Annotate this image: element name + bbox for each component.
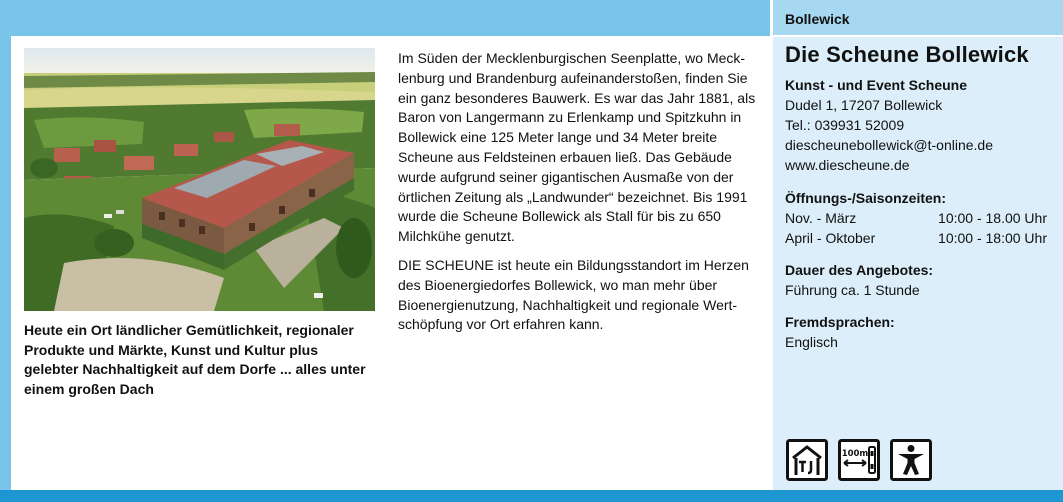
languages-heading: Fremdsprachen: xyxy=(785,314,895,330)
languages-text: Englisch xyxy=(785,334,838,350)
amenity-icons xyxy=(786,439,932,481)
barn-aerial-photo xyxy=(24,48,375,311)
accessibility-icon xyxy=(890,439,932,481)
languages-block xyxy=(785,312,1047,352)
contact-block xyxy=(785,75,1055,175)
venue-subtitle: Kunst - und Event Scheune xyxy=(785,77,968,93)
article-body xyxy=(398,49,758,335)
photo-caption: Heute ein Ort ländlicher Gemütlichkeit, regionaler Produkte und Märkte, Kunst und Kultur plus gelebter Nachhaltigkeit auf dem Dorfe ... alles unter einem großen Dach xyxy=(24,322,366,397)
address: Dudel 1, 17207 Bollewick xyxy=(785,97,943,113)
website-link[interactable]: www.diescheune.de xyxy=(785,157,910,173)
article-paragraph: Im Süden der Mecklenburgischen Seenplatte, wo Meck-lenburg und Brandenburg aufeinanderstoßen, finden Sie ein ganz besonderes Bauwerk. Es war das Jahr 1881, als Baron von Langermann zu Erlenkamp und Spitzkuhn in Bollewick eine 125 Meter lange und 34 Meter breite Scheune aus Feldsteinen erbauen ließ. Das Gebäude wurde aufgrund seiner gigantischen Ausmaße von der örtlichen Zeitung als „Landwunder“ bezeichnet. Bis 1991 wurde die Scheune Bollewick als Stall für bis zu 650 Milchkühe genutzt. xyxy=(398,50,756,245)
opening-hours-heading: Öffnungs-/Saisonzeiten: xyxy=(785,190,946,206)
opening-hours xyxy=(785,188,1047,248)
distance-label: 100m xyxy=(841,449,869,459)
hours-time: 10:00 - 18:00 Uhr xyxy=(938,230,1047,246)
toilet-icon xyxy=(786,439,828,481)
duration-heading: Dauer des Angebotes: xyxy=(785,262,934,278)
duration-block xyxy=(785,260,1047,300)
venue-title: Die Scheune Bollewick xyxy=(785,42,1029,67)
hours-time: 10:00 - 18.00 Uhr xyxy=(938,210,1047,226)
phone[interactable]: Tel.: 039931 52009 xyxy=(785,117,905,133)
duration-text: Führung ca. 1 Stunde xyxy=(785,282,920,298)
top-frame-bar xyxy=(0,0,770,36)
bottom-frame-bar xyxy=(0,490,1063,502)
region-label: Bollewick xyxy=(785,11,850,27)
hours-period: Nov. - März xyxy=(785,210,857,226)
hours-period: April - Oktober xyxy=(785,230,876,246)
hours-row xyxy=(785,208,1047,228)
article-paragraph: DIE SCHEUNE ist heute ein Bildungsstandort im Herzen des Bioenergiedorfes Bollewick, wo man mehr über Bioenergienutzung, Nachhaltigkeit und regionale Wert-schöpfung vor Ort erfahren kann. xyxy=(398,256,749,333)
hours-row xyxy=(785,228,1047,248)
email-link[interactable]: diescheunebollewick@t-online.de xyxy=(785,137,994,153)
distance-100m-icon xyxy=(838,439,880,481)
left-frame-bar xyxy=(0,0,11,502)
